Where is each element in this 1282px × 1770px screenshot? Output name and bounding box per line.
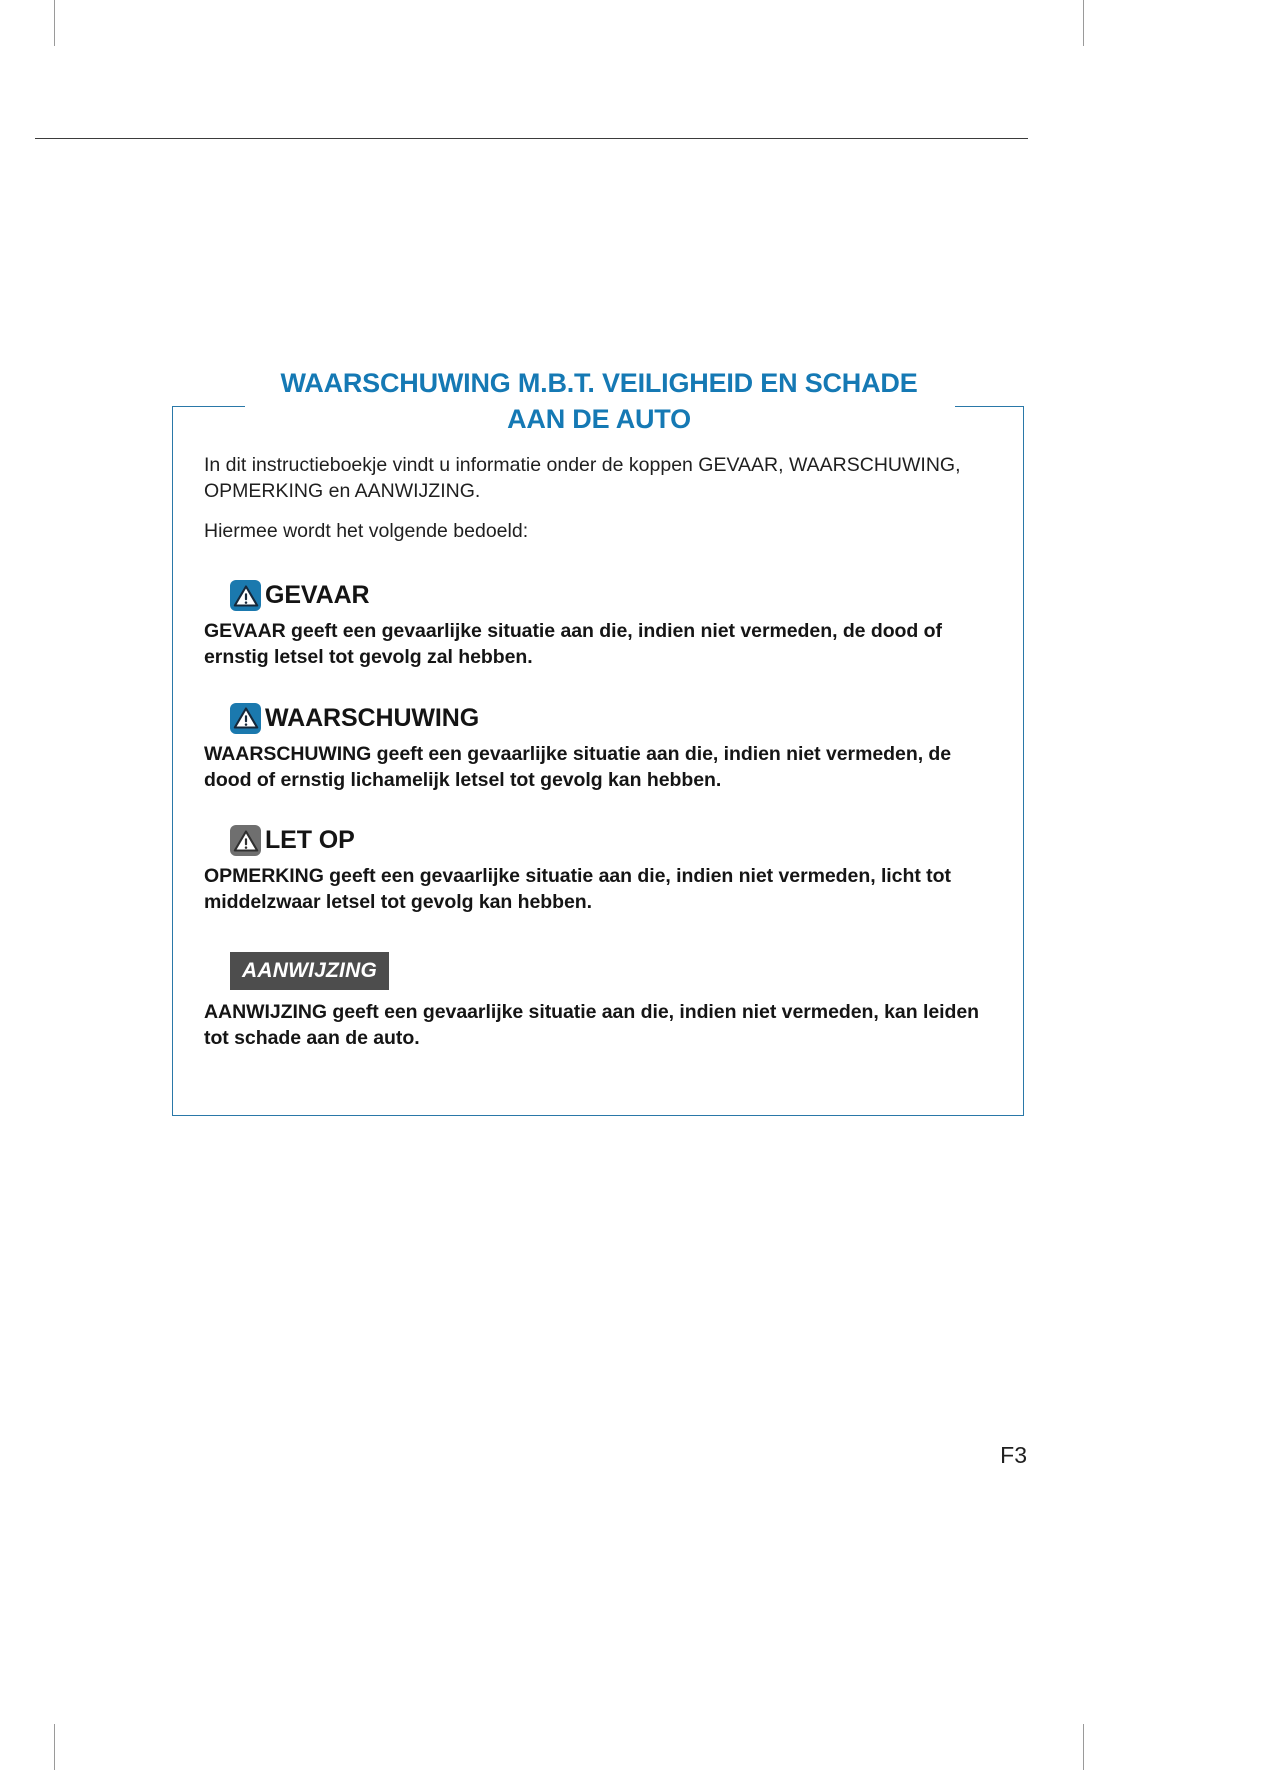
crop-mark-bottom-left [54,1724,55,1770]
alert-body-aanwijzing: AANWIJZING geeft een gevaarlijke situatie aan die, indien niet vermeden, kan leiden tot schade aan de auto. [204,1000,979,1049]
warning-triangle-icon [230,580,261,611]
alert-body-let-op: OPMERKING geeft een gevaarlijke situatie aan die, indien niet vermeden, licht tot middelzwaar letsel tot gevolg kan hebben. [204,865,951,914]
notice-title-line-2: AAN DE AUTO [507,403,691,434]
alert-block-waarschuwing [204,703,994,793]
notice-title [170,366,1028,438]
alert-block-gevaar [204,580,994,670]
alert-label-waarschuwing: WAARSCHUWING [265,703,480,732]
alert-block-aanwijzing [204,952,994,1051]
notice-content [204,452,994,1051]
page-number: F3 [1000,1442,1027,1468]
crop-mark-top-right [1083,0,1084,46]
crop-mark-bottom-right [1083,1724,1084,1770]
warning-triangle-icon [230,703,261,734]
alert-label-aanwijzing: AANWIJZING [230,952,389,990]
intro-paragraph-1: In dit instructieboekje vindt u informatie onder de koppen GEVAAR, WAARSCHUWING, OPMERKING en AANWIJZING. [204,454,961,503]
alert-body-waarschuwing: WAARSCHUWING geeft een gevaarlijke situatie aan die, indien niet vermeden, de dood of ernstig lichamelijk letsel tot gevolg kan hebben. [204,742,952,791]
alert-header-waarschuwing [230,703,994,734]
alert-header-let-op [230,825,994,856]
alert-label-let-op: LET OP [265,826,355,855]
alert-block-let-op [204,825,994,915]
alert-body-gevaar: GEVAAR geeft een gevaarlijke situatie aan die, indien niet vermeden, de dood of ernstig letsel tot gevolg zal hebben. [204,620,942,669]
alert-label-gevaar: GEVAAR [265,581,370,610]
alert-header-gevaar [230,580,994,611]
header-rule [35,138,1028,139]
notice-title-line-1: WAARSCHUWING M.B.T. VEILIGHEID EN SCHADE [280,368,918,398]
intro-paragraph-2: Hiermee wordt het volgende bedoeld: [204,520,529,543]
warning-triangle-icon [230,825,261,856]
crop-mark-top-left [54,0,55,46]
